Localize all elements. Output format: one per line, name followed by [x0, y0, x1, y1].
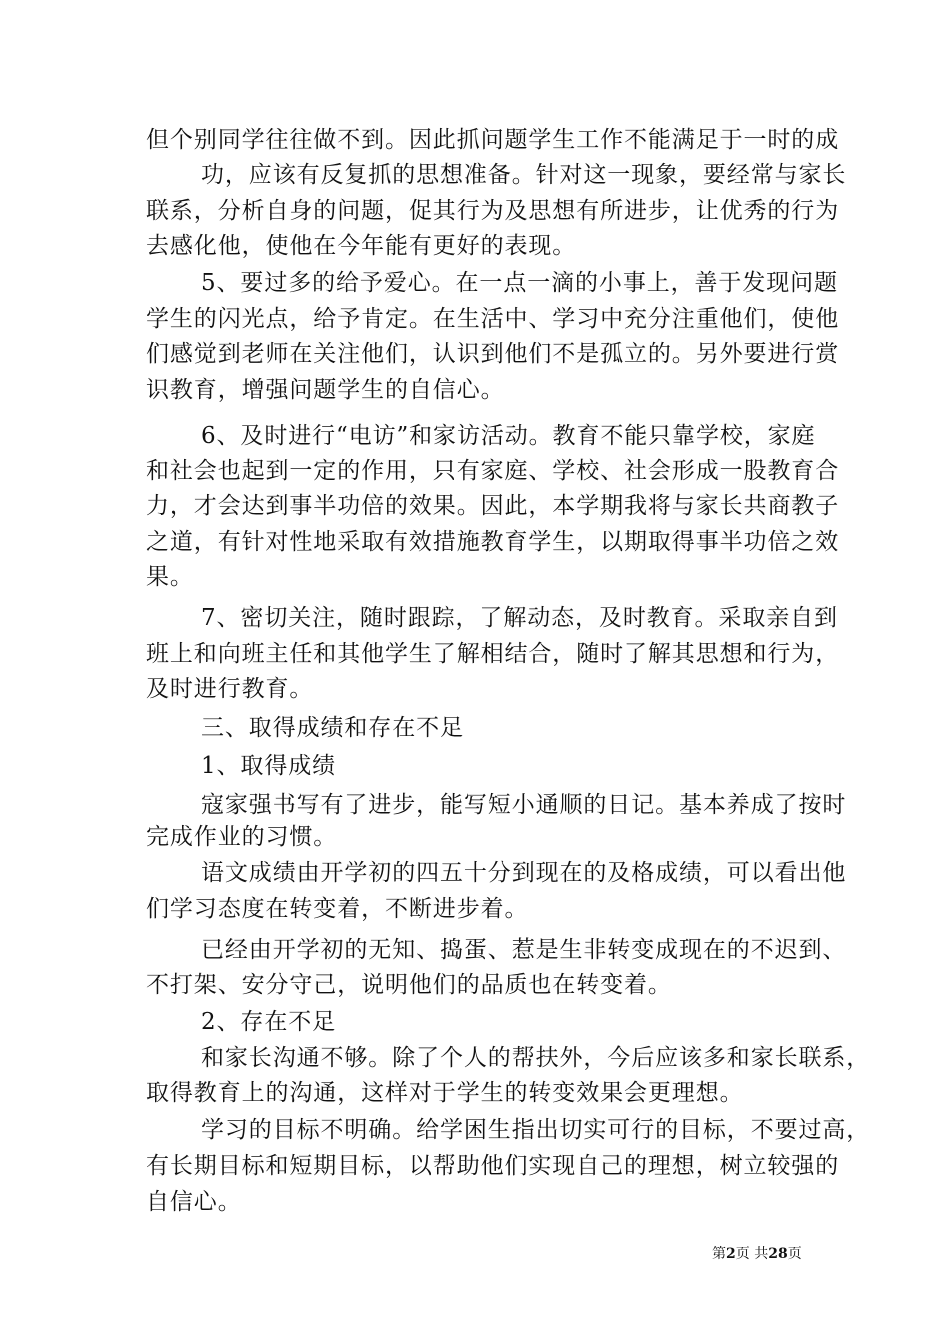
text-line: 已经由开学初的无知、捣蛋、惹是生非转变成现在的不迟到、	[201, 937, 847, 963]
text-line: 语文成绩由开学初的四五十分到现在的及格成绩，可以看出他	[201, 860, 847, 886]
text-line: 学生的闪光点，给予肯定。在生活中、学习中充分注重他们，使他	[146, 306, 840, 332]
total-page-count: 28	[768, 1246, 788, 1262]
text-line: 完成作业的习惯。	[146, 824, 338, 850]
text-line: 取得教育上的沟通，这样对于学生的转变效果会更理想。	[146, 1080, 744, 1106]
text-line: 们感觉到老师在关注他们，认识到他们不是孤立的。另外要进行赏	[146, 341, 840, 367]
text-line: 联系，分析自身的问题，促其行为及思想有所进步，让优秀的行为	[146, 198, 840, 224]
subsection-heading: 2、存在不足	[201, 1009, 337, 1035]
text-line: 识教育，增强问题学生的自信心。	[146, 377, 505, 403]
text-line: 7、密切关注，随时跟踪，了解动态，及时教育。采取亲自到	[201, 605, 838, 631]
text-line: 有长期目标和短期目标，以帮助他们实现自己的理想，树立较强的	[146, 1153, 840, 1179]
text-line: 力，才会达到事半功倍的效果。因此，本学期我将与家长共商教子	[146, 493, 840, 519]
text-line: 果。	[146, 564, 194, 590]
text-line: 但个别同学往往做不到。因此抓问题学生工作不能满足于一时的成	[146, 127, 840, 153]
text-line: 去感化他，使他在今年能有更好的表现。	[146, 233, 577, 259]
text-line: 之道，有针对性地采取有效措施教育学生，以期取得事半功倍之效	[146, 529, 840, 555]
text-line: 寇家强书写有了进步，能写短小通顺的日记。基本养成了按时	[201, 792, 847, 818]
text-line: 5、要过多的给予爱心。在一点一滴的小事上，善于发现问题	[201, 270, 838, 296]
text-line: 及时进行教育。	[146, 676, 314, 702]
page-number-footer	[712, 1245, 802, 1263]
text-line: 班上和向班主任和其他学生了解相结合，随时了解其思想和行为，	[146, 641, 840, 667]
footer-middle: 页 共	[735, 1246, 769, 1262]
text-line: 6、及时进行“电访”和家访活动。教育不能只靠学校，家庭	[201, 423, 816, 449]
text-line: 功，应该有反复抓的思想准备。针对这一现象，要经常与家长	[201, 162, 847, 188]
text-line: 和社会也起到一定的作用，只有家庭、学校、社会形成一股教育合	[146, 458, 840, 484]
footer-prefix: 第	[712, 1246, 726, 1262]
subsection-heading: 1、取得成绩	[201, 753, 337, 779]
section-heading: 三、取得成绩和存在不足	[201, 715, 464, 741]
footer-suffix: 页	[787, 1246, 802, 1262]
text-line: 们学习态度在转变着，不断进步着。	[146, 896, 529, 922]
text-line: 和家长沟通不够。除了个人的帮扶外，今后应该多和家长联系，	[201, 1045, 871, 1071]
current-page-number: 2	[726, 1246, 736, 1262]
text-line: 自信心。	[146, 1189, 242, 1215]
text-line: 不打架、安分守己，说明他们的品质也在转变着。	[146, 972, 672, 998]
text-line: 学习的目标不明确。给学困生指出切实可行的目标，不要过高，	[201, 1117, 871, 1143]
